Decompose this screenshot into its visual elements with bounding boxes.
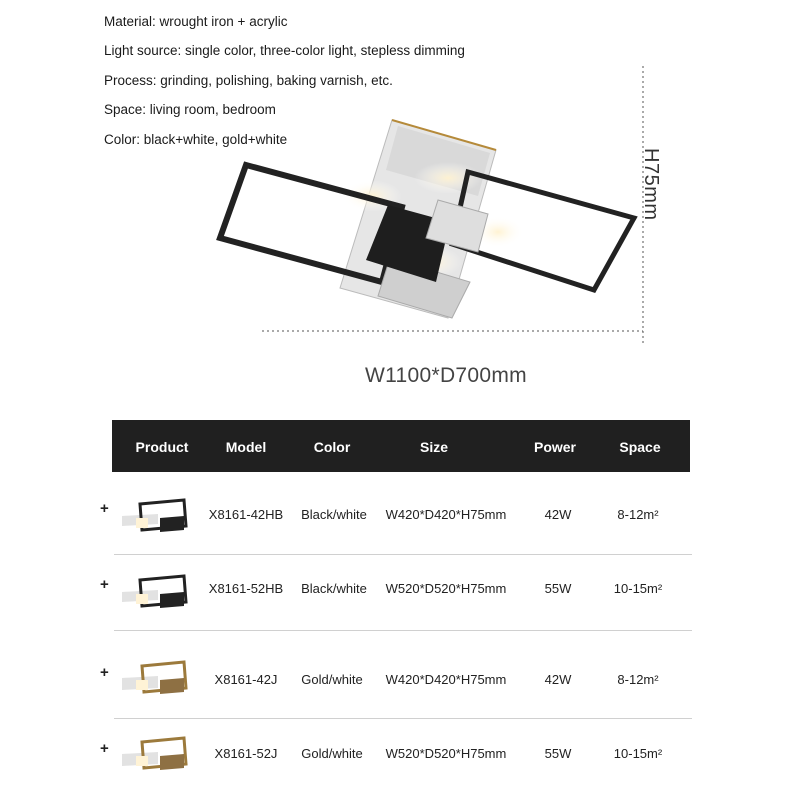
- spec-table-header: [112, 420, 690, 472]
- size-cell: W520*D520*H75mm: [385, 746, 507, 761]
- model-cell: X8161-42J: [214, 672, 278, 687]
- color-cell: Gold/white: [301, 746, 363, 761]
- color-cell: Black/white: [301, 507, 367, 522]
- header-model: Model: [225, 439, 267, 455]
- table-row: [0, 554, 800, 630]
- color-cell: Black/white: [301, 581, 367, 596]
- space-cell: 10-15m²: [613, 746, 663, 761]
- table-row: [0, 640, 800, 716]
- size-cell: W520*D520*H75mm: [385, 581, 507, 596]
- expand-plus-icon[interactable]: +: [100, 500, 109, 517]
- header-product: Product: [135, 439, 189, 455]
- spec-space: Space: living room, bedroom: [104, 102, 276, 117]
- space-cell: 8-12m²: [617, 672, 659, 687]
- header-color: Color: [313, 439, 351, 455]
- color-cell: Gold/white: [301, 672, 363, 687]
- space-cell: 10-15m²: [613, 581, 663, 596]
- power-cell: 42W: [544, 672, 572, 687]
- spec-color: Color: black+white, gold+white: [104, 132, 288, 147]
- model-cell: X8161-52J: [214, 746, 278, 761]
- expand-plus-icon[interactable]: +: [100, 576, 109, 593]
- black-white-lamp-thumbnail: [118, 568, 192, 614]
- header-power: Power: [533, 439, 577, 455]
- header-size: Size: [419, 439, 449, 455]
- spec-process: Process: grinding, polishing, baking varnish, etc.: [104, 73, 393, 88]
- expand-plus-icon[interactable]: +: [100, 740, 109, 757]
- expand-plus-icon[interactable]: +: [100, 664, 109, 681]
- width-depth-dimension-label: W1100*D700mm: [365, 364, 527, 387]
- gold-white-lamp-thumbnail: [118, 656, 192, 702]
- power-cell: 55W: [544, 581, 572, 596]
- table-row: [0, 478, 800, 554]
- height-dimension-label: H75mm: [640, 148, 662, 221]
- space-cell: 8-12m²: [617, 507, 659, 522]
- gold-white-lamp-thumbnail: [118, 732, 192, 778]
- model-cell: X8161-52HB: [208, 581, 284, 596]
- spec-material: Material: wrought iron + acrylic: [104, 14, 288, 29]
- power-cell: 55W: [544, 746, 572, 761]
- model-cell: X8161-42HB: [208, 507, 284, 522]
- power-cell: 42W: [544, 507, 572, 522]
- header-space: Space: [619, 439, 661, 455]
- black-white-lamp-thumbnail: [118, 492, 192, 538]
- size-cell: W420*D420*H75mm: [385, 672, 507, 687]
- size-cell: W420*D420*H75mm: [385, 507, 507, 522]
- row-divider: [114, 630, 692, 631]
- spec-light-source: Light source: single color, three-color light, stepless dimming: [104, 43, 465, 58]
- row-divider: [114, 718, 692, 719]
- table-row: [0, 720, 800, 796]
